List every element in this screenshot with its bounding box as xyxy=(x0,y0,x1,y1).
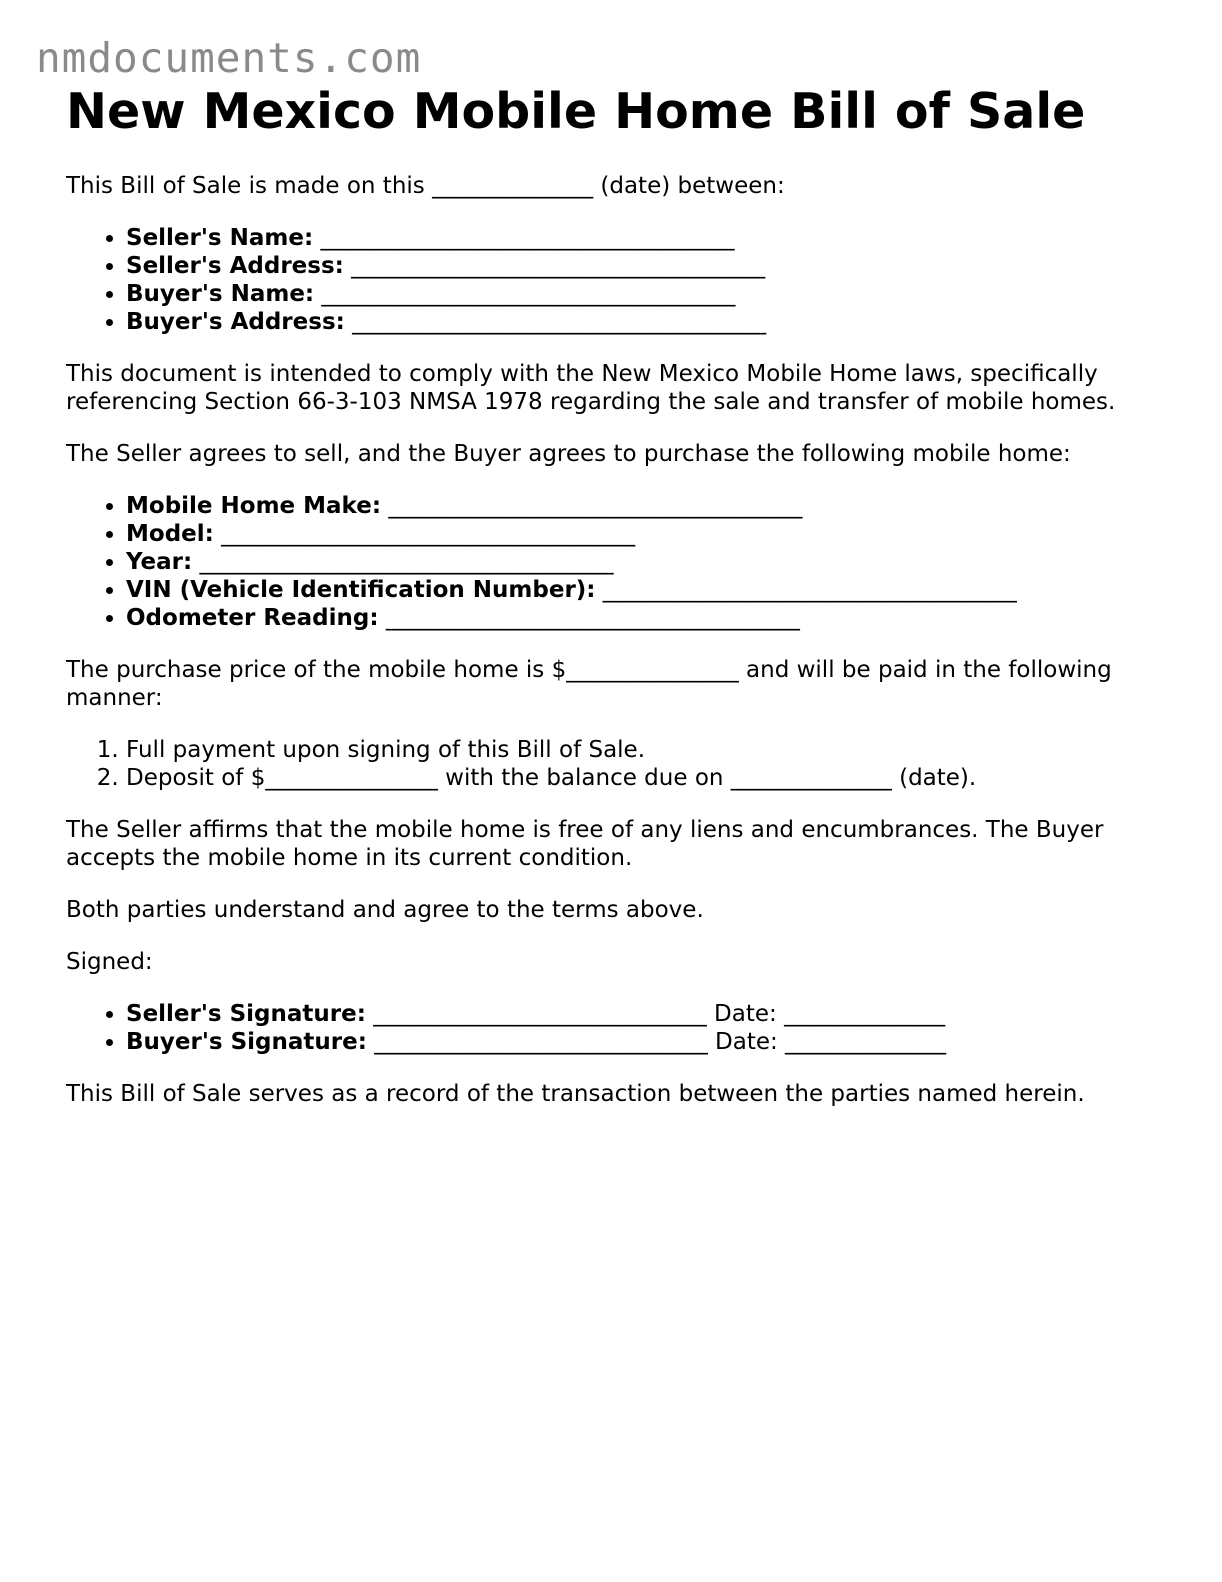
field-blank: _____________________________ Date: ______________ xyxy=(366,1029,947,1055)
document-body xyxy=(66,172,1156,1132)
list-item xyxy=(126,252,1156,280)
list-item xyxy=(126,492,1156,520)
field-blank: ____________________________________ xyxy=(313,225,735,251)
agreement-paragraph: The Seller agrees to sell, and the Buyer agrees to purchase the following mobile home: xyxy=(66,441,1071,467)
watermark: nmdocuments.com xyxy=(36,34,422,82)
home-details-list xyxy=(66,492,1156,632)
field-label: Odometer Reading: xyxy=(126,605,379,631)
field-label: Buyer's Address: xyxy=(126,309,345,335)
field-blank: ____________________________________ xyxy=(192,549,614,575)
field-label: Buyer's Signature: xyxy=(126,1029,367,1055)
field-blank: ____________________________________ xyxy=(344,309,767,335)
list-item xyxy=(126,576,1156,604)
field-label: Seller's Name: xyxy=(126,225,314,251)
field-label: Mobile Home Make: xyxy=(126,493,382,519)
list-item: 2. Deposit of $_______________ with the balance due on ______________ (date). xyxy=(126,764,1156,792)
list-item: 1. Full payment upon signing of this Bill of Sale. xyxy=(126,736,1156,764)
list-item xyxy=(126,548,1156,576)
list-item xyxy=(126,308,1156,336)
signatures-list xyxy=(66,1000,1156,1056)
liens-paragraph: The Seller affirms that the mobile home is free of any liens and encumbrances. The Buyer accepts the mobile home in its current condition. xyxy=(66,817,1104,871)
page-title: New Mexico Mobile Home Bill of Sale xyxy=(66,83,1086,140)
field-blank: ____________________________________ xyxy=(378,605,800,631)
price-paragraph: The purchase price of the mobile home is $_______________ and will be paid in the following manner: xyxy=(66,657,1112,711)
payment-options-list xyxy=(66,736,1156,792)
field-blank: ____________________________________ xyxy=(595,577,1017,603)
field-label: Buyer's Name: xyxy=(126,281,315,307)
list-item xyxy=(126,280,1156,308)
list-item xyxy=(126,604,1156,632)
list-item xyxy=(126,224,1156,252)
field-label: Model: xyxy=(126,521,214,547)
signed-label: Signed: xyxy=(66,949,153,975)
compliance-paragraph: This document is intended to comply with the New Mexico Mobile Home laws, specifically referencing Section 66-3-103 NMSA 1978 regarding the sale and transfer of mobile homes. xyxy=(66,361,1116,415)
field-blank: ____________________________________ xyxy=(343,253,766,279)
list-item xyxy=(126,520,1156,548)
terms-paragraph: Both parties understand and agree to the terms above. xyxy=(66,897,704,923)
field-blank: _____________________________ Date: ______________ xyxy=(365,1001,946,1027)
field-label: Seller's Address: xyxy=(126,253,344,279)
field-label: Seller's Signature: xyxy=(126,1001,366,1027)
closing-paragraph: This Bill of Sale serves as a record of the transaction between the parties named herein. xyxy=(66,1081,1085,1107)
field-label: VIN (Vehicle Identification Number): xyxy=(126,577,596,603)
parties-list xyxy=(66,224,1156,336)
list-item xyxy=(126,1028,1156,1056)
field-blank: ____________________________________ xyxy=(213,521,636,547)
field-blank: ____________________________________ xyxy=(381,493,803,519)
list-item xyxy=(126,1000,1156,1028)
field-blank: ____________________________________ xyxy=(314,281,736,307)
intro-paragraph: This Bill of Sale is made on this ______________ (date) between: xyxy=(66,173,785,199)
field-label: Year: xyxy=(126,549,193,575)
